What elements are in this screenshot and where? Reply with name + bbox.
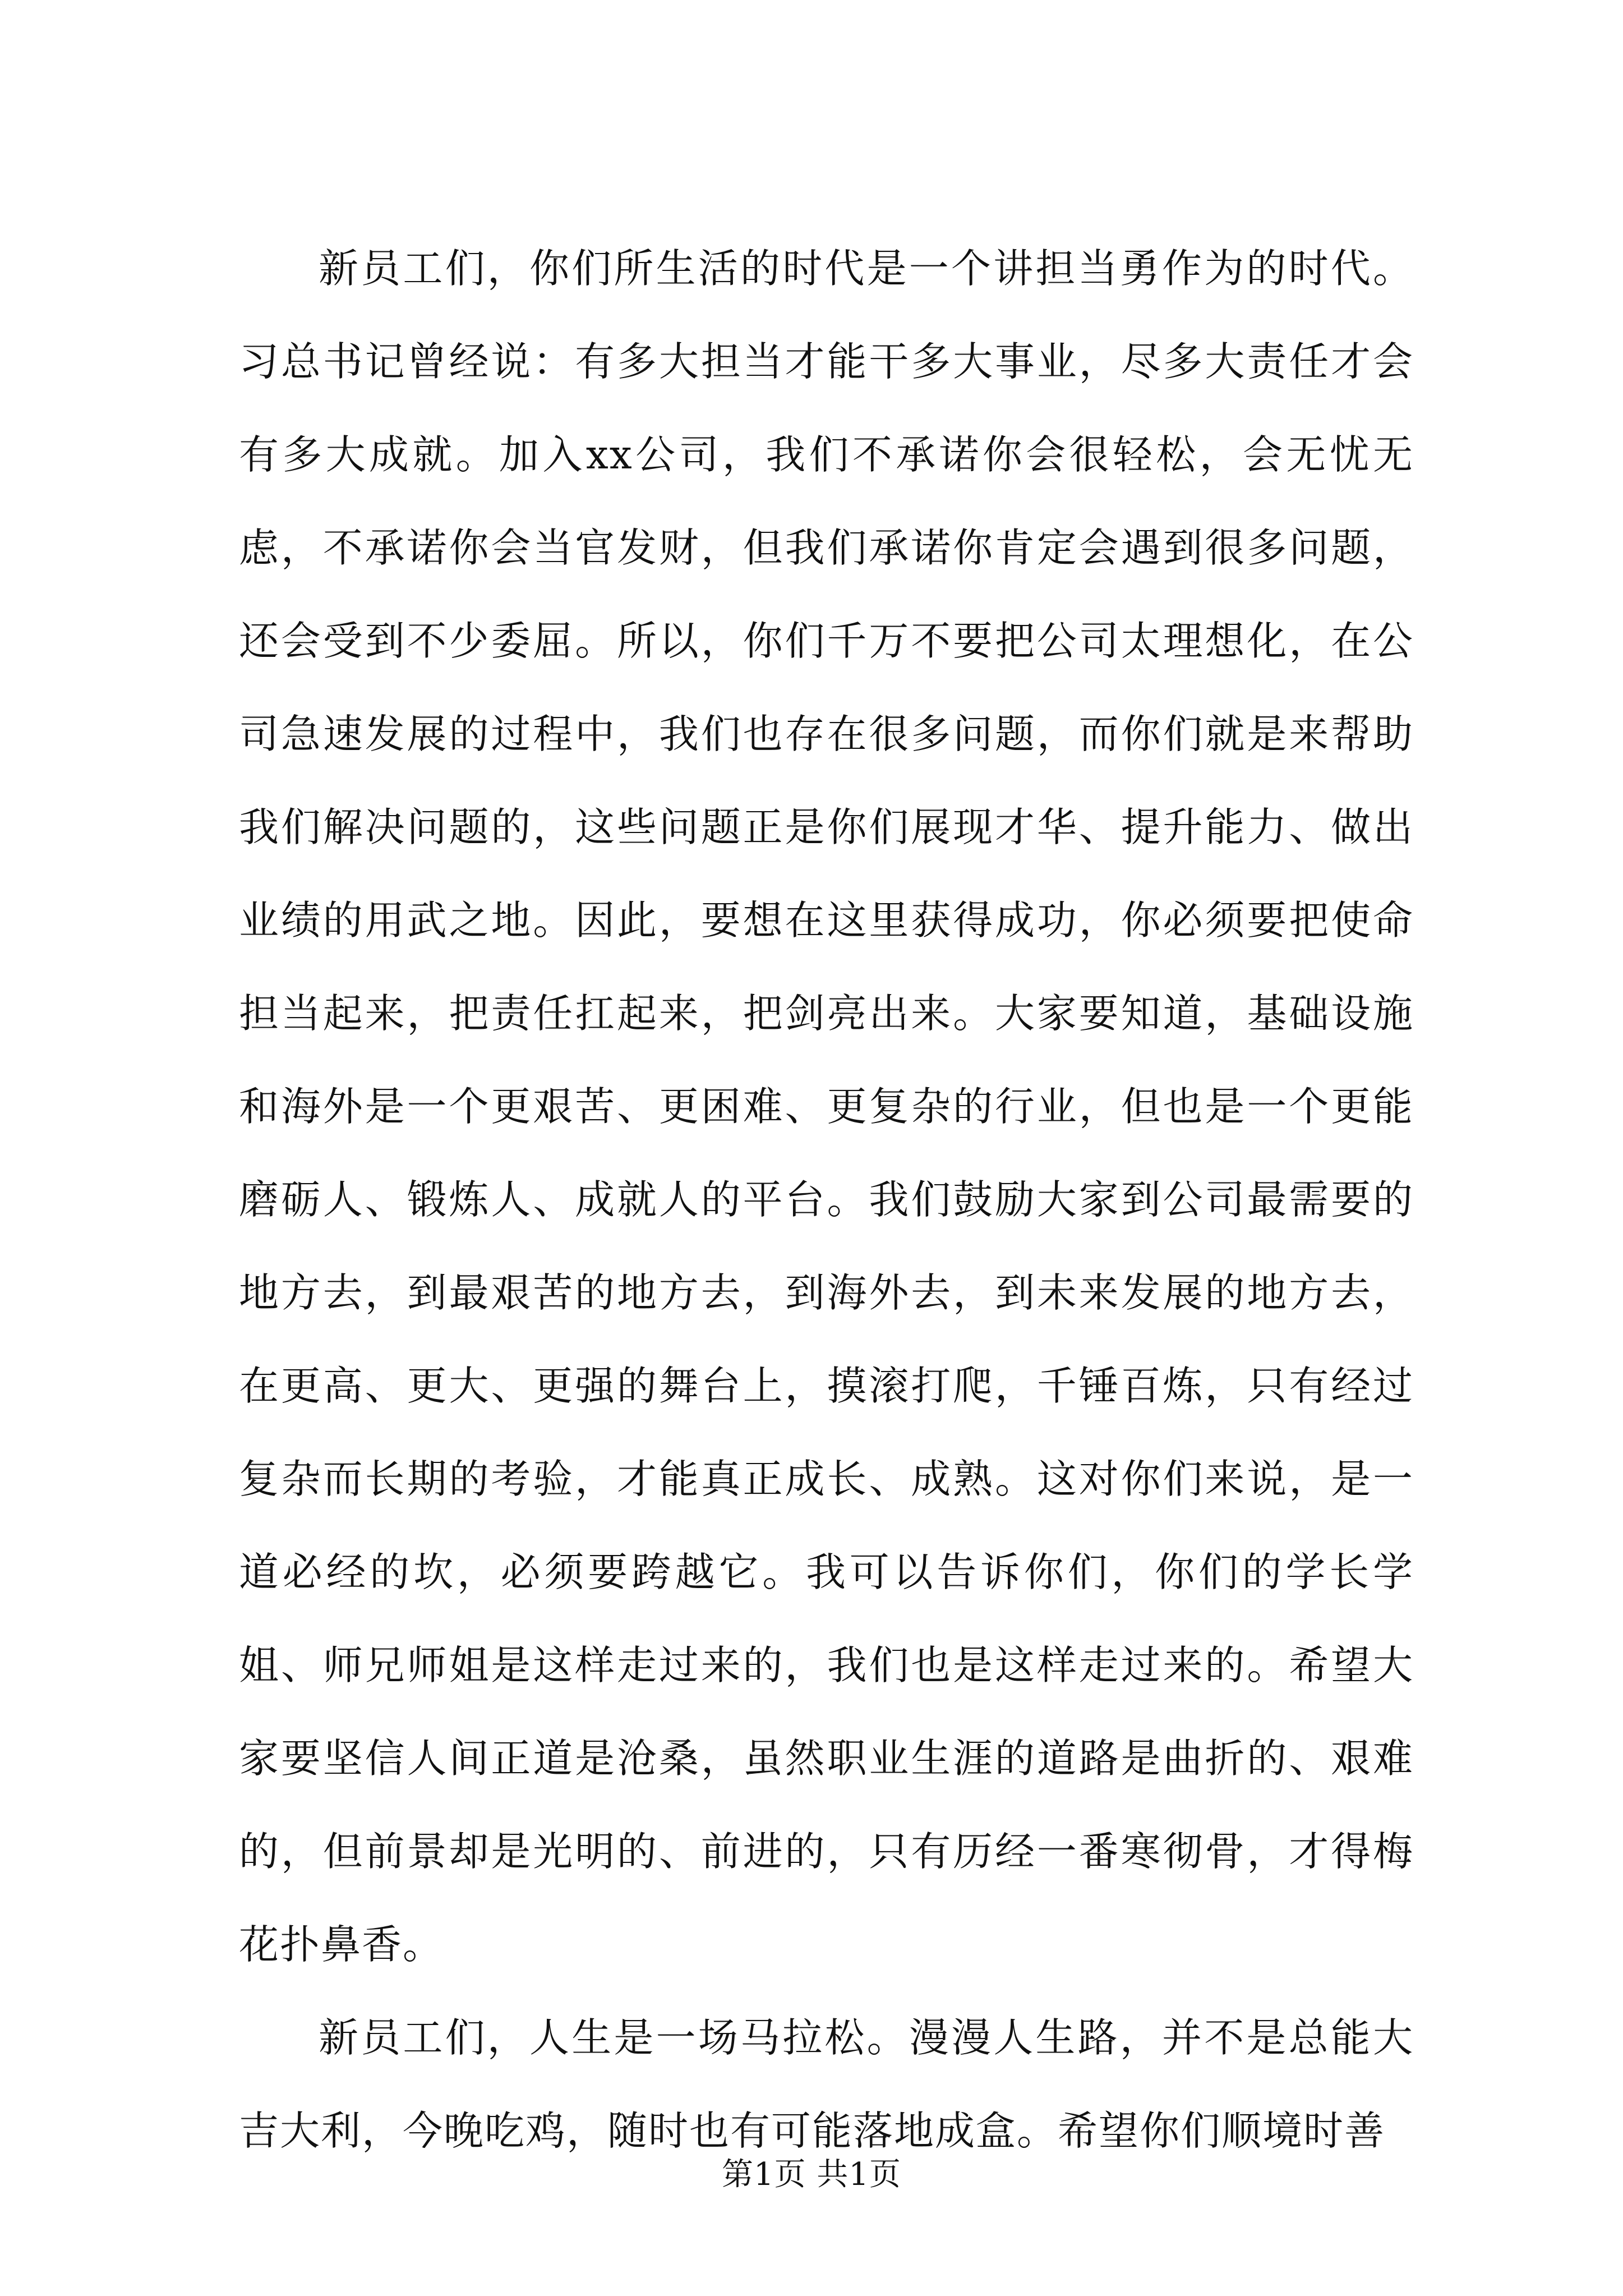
- paragraph-1: 新员工们，你们所生活的时代是一个讲担当勇作为的时代。习总书记曾经说：有多大担当才能干多大事业，尽多大责任才会有多大成就。加入xx公司，我们不承诺你会很轻松，会无忧无虑，不承诺你会当官发财，但我们承诺你肯定会遇到很多问题，还会受到不少委屈。所以，你们千万不要把公司太理想化，在公司急速发展的过程中，我们也存在很多问题，而你们就是来帮助我们解决问题的，这些问题正是你们展现才华、提升能力、做出业绩的用武之地。因此，要想在这里获得成功，你必须要把使命担当起来，把责任扛起来，把剑亮出来。大家要知道，基础设施和海外是一个更艰苦、更困难、更复杂的行业，但也是一个更能磨砺人、锻炼人、成就人的平台。我们鼓励大家到公司最需要的地方去，到最艰苦的地方去，到海外去，到未来发展的地方去，在更高、更大、更强的舞台上，摸滚打爬，千锤百炼，只有经过复杂而长期的考验，才能真正成长、成熟。这对你们来说，是一道必经的坎，必须要跨越它。我可以告诉你们，你们的学长学姐、师兄师姐是这样走过来的，我们也是这样走过来的。希望大家要坚信人间正道是沧桑，虽然职业生涯的道路是曲折的、艰难的，但前景却是光明的、前进的，只有历经一番寒彻骨，才得梅花扑鼻香。: [239, 245, 1414, 1968]
- paragraph-2: 新员工们，人生是一场马拉松。漫漫人生路，并不是总能大吉大利，今晚吃鸡，随时也有可能落地成盒。希望你们顺境时善: [239, 2014, 1414, 2154]
- document-body: [239, 222, 1414, 2178]
- page-footer: 第1页 共1页: [721, 2156, 902, 2193]
